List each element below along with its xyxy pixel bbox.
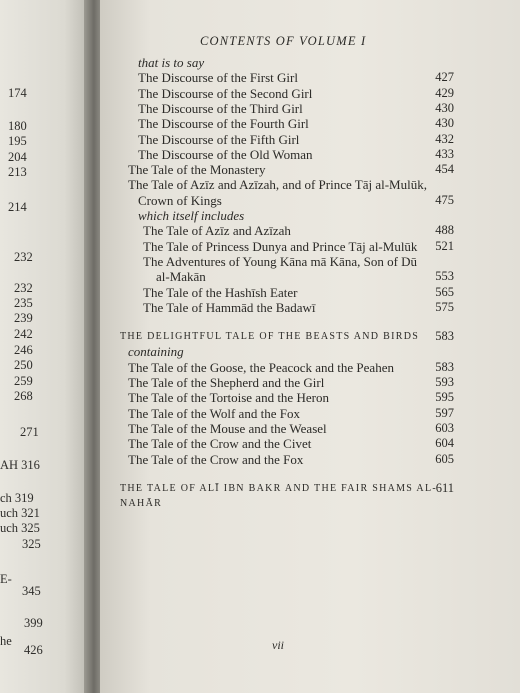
toc-entry: The Tale of Princess Dunya and Prince Tāj al-Mulūk <box>143 238 418 254</box>
left-page <box>0 0 92 693</box>
toc-page-number: 454 <box>435 162 454 177</box>
toc-entry: The Tale of the Crow and the Civet <box>128 436 312 452</box>
left-page-fragment: 213 <box>8 165 27 179</box>
left-page-fragment: AH 316 <box>0 458 40 472</box>
toc-entry: The Discourse of the Third Girl <box>138 100 303 116</box>
left-page-fragment: uch 325 <box>0 521 40 535</box>
toc-entry: that is to say <box>138 55 205 70</box>
toc-entry: The Discourse of the Second Girl <box>138 85 313 101</box>
toc-entry: The Adventures of Young Kāna mā Kāna, Son of Dū <box>143 253 418 269</box>
left-page-fragment: 325 <box>22 537 41 551</box>
left-page-fragment: 268 <box>14 389 33 403</box>
left-page-fragment: 235 <box>14 296 33 310</box>
page-folio: vii <box>272 638 284 652</box>
toc-page-number: 575 <box>435 299 454 314</box>
toc-page-number: 595 <box>435 390 454 405</box>
left-page-fragment: 180 <box>8 119 27 133</box>
left-page-fragment: uch 321 <box>0 506 40 520</box>
toc-page-number: 611 <box>435 480 454 495</box>
toc-page-number: 433 <box>435 146 454 161</box>
toc-page-number: 475 <box>435 192 454 207</box>
toc-page-number: 521 <box>435 238 454 253</box>
toc-entry: Crown of Kings <box>138 192 222 208</box>
left-page-fragment: 232 <box>14 250 33 264</box>
toc-entry: The Tale of the Wolf and the Fox <box>128 405 300 421</box>
toc-entry: The Discourse of the Fifth Girl <box>138 131 300 147</box>
left-page-fragment: 242 <box>14 327 33 341</box>
toc-entry: The Tale of the Tortoise and the Heron <box>128 390 329 406</box>
toc-page-number: 593 <box>435 375 454 389</box>
left-page-fragment: 232 <box>14 281 33 295</box>
toc-page-number: 597 <box>435 405 454 420</box>
toc-page-number: 583 <box>435 329 454 344</box>
toc-page-number: 432 <box>435 131 454 146</box>
toc-page-number: 565 <box>435 284 454 299</box>
toc-entry: al-Makān <box>156 269 206 285</box>
toc-entry: The Tale of the Shepherd and the Girl <box>128 375 325 390</box>
left-page-fragment: 204 <box>8 150 27 164</box>
toc-entry: The Discourse of the First Girl <box>138 70 298 86</box>
left-page-fragment: he <box>0 634 12 648</box>
toc-entry: The Tale of Hammād the Badawī <box>143 299 316 315</box>
left-page-fragment: 259 <box>14 374 33 388</box>
toc-entry: The Tale of Azīz and Azīzah, and of Prince Tāj al-Mulūk, <box>128 177 427 193</box>
left-page-fragment: 174 <box>8 86 27 100</box>
toc-entry: The Tale of the Monastery <box>128 162 266 178</box>
toc-page-number: 427 <box>435 70 454 85</box>
toc-entry: The Tale of the Crow and the Fox <box>128 451 304 467</box>
page-header: CONTENTS OF VOLUME I <box>200 34 367 48</box>
toc-entry: The Discourse of the Fourth Girl <box>138 116 309 132</box>
toc-section-heading: THE TALE OF ALĪ IBN BAKR AND THE FAIR SHAMS AL- <box>120 482 437 494</box>
toc-page-number: 604 <box>435 436 454 451</box>
left-page-fragment: 250 <box>14 358 33 372</box>
toc-section-heading: THE DELIGHTFUL TALE OF THE BEASTS AND BIRDS <box>120 331 420 343</box>
toc-section-heading: NAHĀR <box>120 498 163 510</box>
left-page-fragment: 195 <box>8 134 27 148</box>
toc-page-number: 429 <box>435 85 454 100</box>
left-page-fragment: 239 <box>14 311 33 325</box>
left-page-fragment: 426 <box>24 643 43 657</box>
toc-page-number: 430 <box>435 100 454 115</box>
toc-entry: The Tale of Azīz and Azīzah <box>143 223 291 239</box>
toc-page-number: 488 <box>435 223 454 238</box>
left-page-fragment: ch 319 <box>0 491 34 505</box>
left-page-fragment: 345 <box>22 584 41 598</box>
toc-page-number: 583 <box>435 359 454 374</box>
toc-entry: which itself includes <box>138 208 245 223</box>
toc-entry: The Tale of the Mouse and the Weasel <box>128 420 327 436</box>
left-page-fragment: 214 <box>8 200 27 214</box>
left-page-fragment: 399 <box>24 616 43 630</box>
toc-page-number: 603 <box>435 420 454 435</box>
toc-entry: The Tale of the Goose, the Peacock and the Peahen <box>128 359 394 375</box>
toc-entry: The Tale of the Hashīsh Eater <box>143 284 298 300</box>
toc-entry: The Discourse of the Old Woman <box>138 146 313 162</box>
left-page-fragment: 271 <box>20 425 39 439</box>
left-page-fragment: 246 <box>14 343 33 357</box>
toc-page-number: 430 <box>435 116 454 131</box>
toc-page-number: 605 <box>435 451 454 466</box>
toc-entry: containing <box>128 344 184 360</box>
toc-page-number: 553 <box>435 269 454 284</box>
left-page-fragment: E- <box>0 572 12 586</box>
